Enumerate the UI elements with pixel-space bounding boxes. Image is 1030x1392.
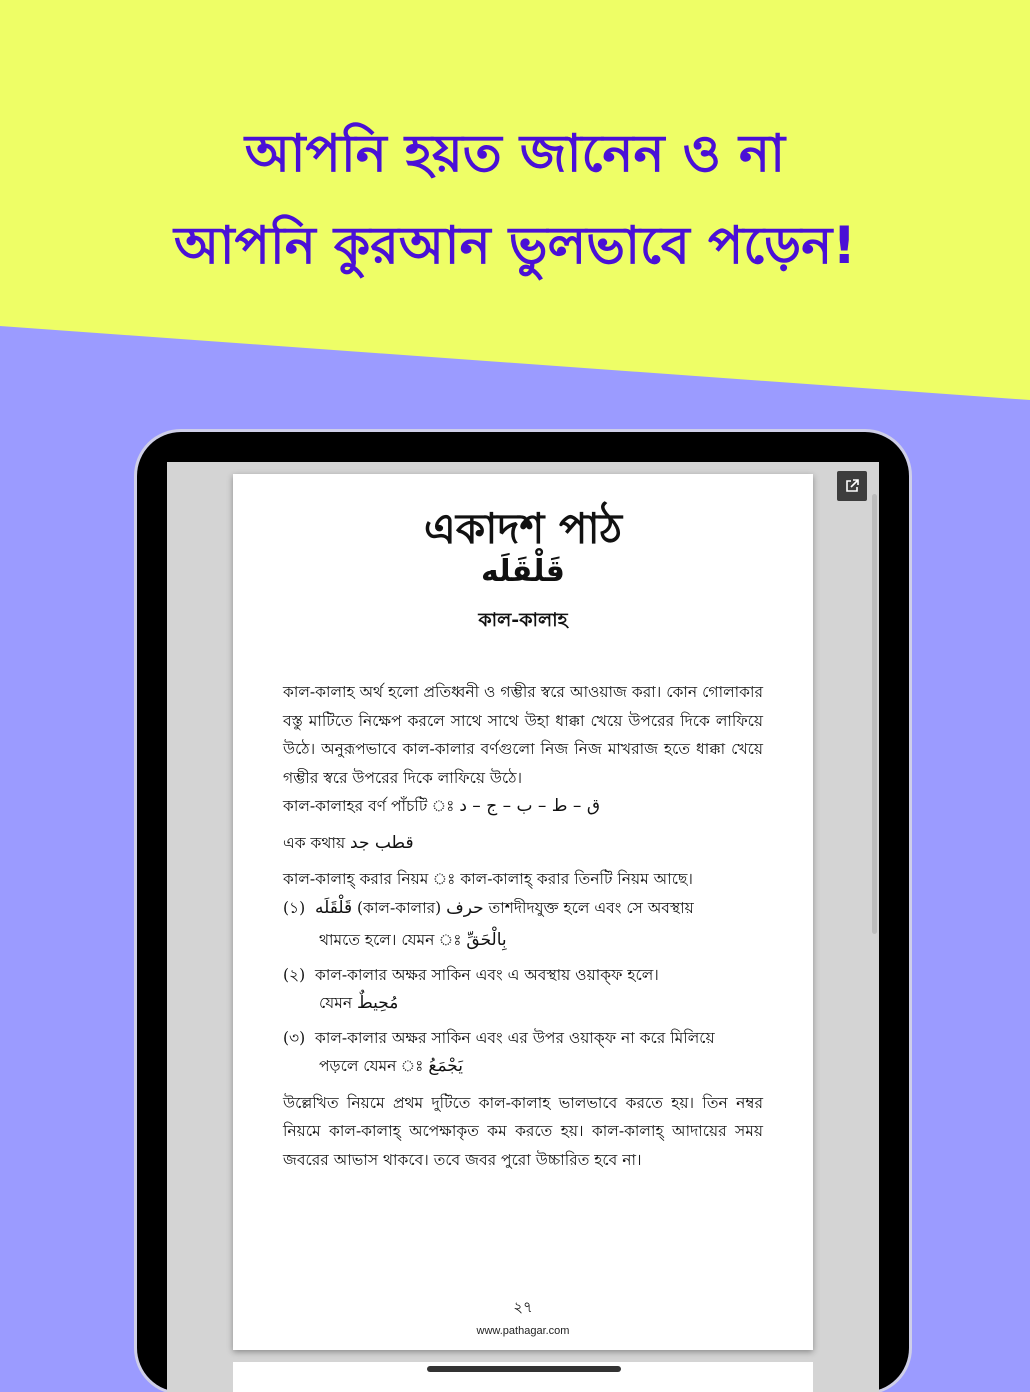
rule-2-number: (২) <box>283 965 306 984</box>
vertical-scrollbar[interactable] <box>872 494 877 934</box>
rule-3-number: (৩) <box>283 1028 306 1047</box>
page-subtitle: কাল-কালাহ <box>478 609 568 631</box>
paragraph-definition: কাল-কালাহ অর্থ হলো প্রতিধ্বনী ও গম্ভীর স্বরে আওয়াজ করা। কোন গোলাকার বস্তু মাটিতে নিক্ষেপ করলে সাথে সাথে উহা ধাক্কা খেয়ে উপরের দিকে লাফিয়ে উঠে। অনুরূপভাবে কাল-কালার বর্ণগুলো নিজ নিজ মাখরাজ হতে ধাক্কা খেয়ে গম্ভীর স্বরে উপরের দিকে লাফিয়ে উঠে। <box>283 683 763 787</box>
oneword-arabic: قطب جد <box>350 832 414 853</box>
promo-headline <box>0 108 1030 292</box>
open-external-icon <box>844 478 860 494</box>
rule-3-example-label: পড়লে যেমন ঃ <box>319 1057 424 1075</box>
rule-1-number: (১) <box>283 898 306 917</box>
rule-3-text: কাল-কালার অক্ষর সাকিন এবং এর উপর ওয়াক্ফ না করে মিলিয়ে <box>315 1028 715 1047</box>
rule-2-example-arabic: مُحِيطٌ <box>357 993 399 1013</box>
tablet-frame <box>137 432 909 1392</box>
rule-1-example <box>283 926 763 955</box>
page-arabic-title: قَلْقَلَه <box>481 554 565 589</box>
page-body <box>283 678 763 1174</box>
paragraph-summary: উল্লেখিত নিয়মে প্রথম দুটিতে কাল-কালাহ ভালভাবে করতে হয়। তিন নম্বর নিয়মে কাল-কালাহ্ অপেক্ষাকৃত কম করতে হয়। কাল-কালাহ্ আদায়ের সময় জবরের আভাস থাকবে। তবে জবর পুরো উচ্চারিত হবে না। <box>283 1093 763 1169</box>
oneword-label: এক কথায় <box>283 833 346 852</box>
page-url: www.pathagar.com <box>476 1325 570 1337</box>
rule-1-arabic-term: قَلْقَلَه <box>315 897 353 918</box>
rule-1-example-label: থামতে হলে। যেমন ঃ <box>319 931 462 949</box>
page-number: ২৭ <box>513 1298 533 1316</box>
letters-label: কাল-কালাহর বর্ণ পাঁচটি ঃ <box>283 797 455 815</box>
letters-line <box>283 792 763 821</box>
rule-3 <box>283 1024 763 1053</box>
pdf-page <box>233 474 813 1350</box>
oneword-line <box>283 829 763 858</box>
rule-1-arabic-harf: حرف <box>446 897 484 918</box>
letters-arabic: ق – ط – ب – ج – د <box>459 796 601 816</box>
rule-2 <box>283 961 763 990</box>
pdf-viewer-screen[interactable] <box>167 462 879 1392</box>
rule-1-text-a: (কাল-কালার) <box>357 898 442 917</box>
page-title: একাদশ পাঠ <box>423 504 623 553</box>
open-external-button[interactable] <box>837 471 867 501</box>
rule-2-example-label: যেমন <box>319 994 353 1012</box>
rule-3-example <box>283 1052 763 1081</box>
rule-3-example-arabic: يَجْمَعُ <box>428 1056 463 1076</box>
rule-1 <box>283 894 763 923</box>
rule-2-text: কাল-কালার অক্ষর সাকিন এবং এ অবস্থায় ওয়াক্ফ হলে। <box>315 965 659 984</box>
headline-line-1: আপনি হয়ত জানেন ও না <box>244 124 786 184</box>
home-indicator[interactable] <box>427 1366 621 1372</box>
rules-intro: কাল-কালাহ্ করার নিয়ম ঃ কাল-কালাহ্ করার তিনটি নিয়ম আছে। <box>283 870 693 888</box>
rule-1-example-arabic: بِالْحَقِّ <box>466 930 507 950</box>
rule-2-example <box>283 989 763 1018</box>
rule-1-text-b: তাশদীদযুক্ত হলে এবং সে অবস্থায় <box>488 898 694 917</box>
headline-line-2: আপনি কুরআন ভুলভাবে পড়েন! <box>173 216 857 276</box>
